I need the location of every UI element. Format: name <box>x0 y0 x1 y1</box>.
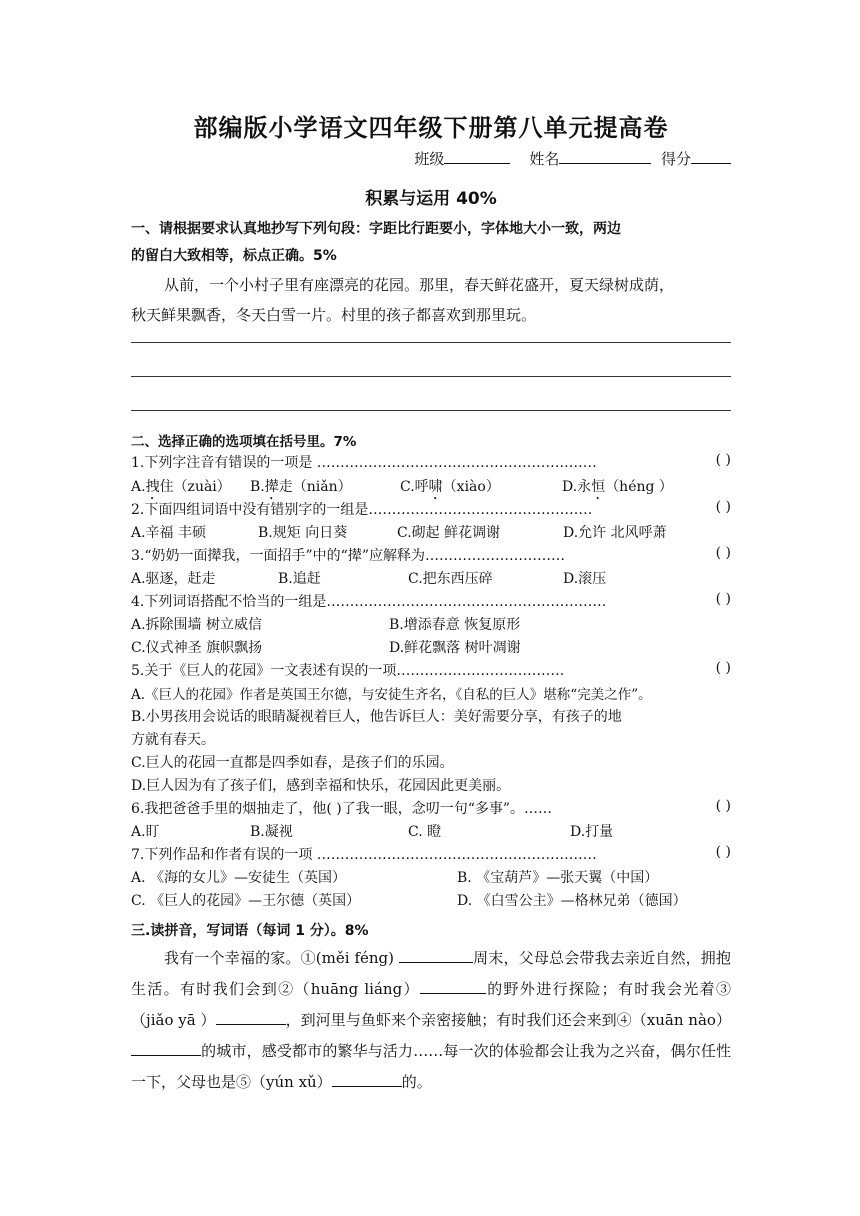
q2-item2-stem: 2.下面四组词语中没有错别字的一组是………………………………………… <box>131 502 593 518</box>
q2-item3-option-d: D.滚压 <box>563 571 607 587</box>
answer-blank-3[interactable] <box>216 1008 286 1025</box>
q2-item1-option-b: B.撵走（niǎn） <box>250 479 352 495</box>
q2-item7-option-d: D. 《白雪公主》—格林兄弟（德国） <box>457 893 687 909</box>
answer-paren[interactable]: ( ) <box>715 545 731 561</box>
q2-item3-option-b: B.追赶 <box>278 571 321 587</box>
q2-item5-option-c: C.巨人的花园一直都是四季如春，是孩子们的乐园。 <box>131 755 454 771</box>
answer-paren[interactable]: ( ) <box>715 660 731 676</box>
q2-item6-option-d: D.打量 <box>570 824 614 840</box>
exam-title: 部编版小学语文四年级下册第八单元提高卷 <box>193 114 669 142</box>
q2-item7-option-c: C. 《巨人的花园》—王尔德（英国） <box>131 893 361 909</box>
q2-item4-option-c: C.仪式神圣 旗帜飘扬 <box>131 640 263 656</box>
writing-line-1[interactable] <box>131 342 731 343</box>
q1-passage-line1: 从前，一个小村子里有座漂亮的花园。那里，春天鲜花盛开，夏天绿树成荫， <box>164 276 675 294</box>
q3-passage: 我有一个幸福的家。①(měi féng) 周末，父母总会带我去亲近自然，拥抱生活。有时我们会到②（huāng liáng） 的野外进行探险；有时我会光着③（jiǎo yā ） ，到河里与鱼虾来个亲密接触；有时我们还会来到④（xuān nào）的城市，感受都市的繁华与活力……每一次的体验都会让我为之兴奋，偶尔任性一下，父母也是⑤（yún xǔ） 的。 <box>131 943 731 1098</box>
q3-title: 三.读拼音，写词语（每词 1 分）。8% <box>131 923 369 939</box>
writing-line-2[interactable] <box>131 376 731 377</box>
answer-paren[interactable]: ( ) <box>715 798 731 814</box>
q2-item5-option-d: D.巨人因为有了孩子们，感到幸福和快乐，花园因此更美丽。 <box>131 778 511 794</box>
writing-line-3[interactable] <box>131 410 731 411</box>
q2-item4-option-b: B.增添春意 恢复原形 <box>389 617 521 633</box>
q2-item5-stem: 5.关于《巨人的花园》一文表述有误的一项……………………………… <box>131 663 565 679</box>
name-label: 姓名 <box>529 150 560 168</box>
q2-item4-stem: 4.下列词语搭配不恰当的一组是…………………………………………………… <box>131 594 607 610</box>
class-label: 班级 <box>414 150 445 168</box>
answer-blank-2[interactable] <box>420 977 486 994</box>
q2-item3-stem: 3.“奶奶一面撵我，一面招手”中的“撵”应解释为………………………… <box>131 548 565 564</box>
student-info <box>414 148 731 169</box>
q2-item1-option-a: A.拽住（zuài） <box>131 479 231 495</box>
answer-paren[interactable]: ( ) <box>715 591 731 607</box>
q2-item2-option-d: D.允许 北风呼萧 <box>563 525 667 541</box>
q2-item2-option-a: A.辛福 丰硕 <box>131 525 207 541</box>
q2-item2-option-b: B.规矩 向日葵 <box>258 525 348 541</box>
q2-item5-option-a: A.《巨人的花园》作者是英国王尔德，与安徒生齐名，《自私的巨人》堪称“完美之作”。 <box>131 687 652 703</box>
section-title: 积累与运用 40% <box>365 189 497 209</box>
answer-paren[interactable]: ( ) <box>715 844 731 860</box>
q1-title-line2: 的留白大致相等，标点正确。5% <box>131 248 337 264</box>
q2-item7-stem: 7.下列作品和作者有误的一项 …………………………………………………… <box>131 847 597 863</box>
q2-item5-option-b: B.小男孩用会说话的眼睛凝视着巨人，他告诉巨人：美好需要分享，有孩子的地 <box>131 709 622 725</box>
answer-blank-5[interactable] <box>332 1070 402 1087</box>
q2-item4-option-a: A.拆除围墙 树立威信 <box>131 617 263 633</box>
q2-item1-stem: 1.下列字注音有错误的一项是 …………………………………………………… <box>131 455 597 471</box>
class-blank[interactable] <box>444 149 510 164</box>
q2-item6-option-b: B.凝视 <box>250 824 293 840</box>
q2-item3-option-a: A.驱逐，赶走 <box>131 571 216 587</box>
q2-item6-option-c: C. 瞪 <box>408 824 442 840</box>
q1-passage-line2: 秋天鲜果飘香，冬天白雪一片。村里的孩子都喜欢到那里玩。 <box>131 306 537 324</box>
q2-title: 二、选择正确的选项填在括号里。7% <box>131 434 357 450</box>
q2-item7-option-b: B. 《宝葫芦》—张天翼（中国） <box>457 870 659 886</box>
q2-item1-option-c: C.呼啸（xiào） <box>400 479 500 495</box>
answer-paren[interactable]: ( ) <box>715 499 731 515</box>
answer-blank-1[interactable] <box>399 946 473 963</box>
score-label: 得分 <box>660 150 691 168</box>
q2-item6-option-a: A.盯 <box>131 824 160 840</box>
q2-item6-stem: 6.我把爸爸手里的烟抽走了，他( )了我一眼，念叨一句“多事”。…… <box>131 801 553 817</box>
q2-item4-option-d: D.鲜花飘落 树叶凋谢 <box>389 640 521 656</box>
q2-item5-option-b-cont: 方就有春天。 <box>131 732 215 748</box>
q1-title-line1: 一、请根据要求认真地抄写下列句段：字距比行距要小，字体地大小一致，两边 <box>131 221 621 237</box>
q2-item7-option-a: A. 《海的女儿》—安徒生（英国） <box>131 870 347 886</box>
name-blank[interactable] <box>559 149 651 164</box>
answer-paren[interactable]: ( ) <box>715 452 731 468</box>
q2-item3-option-c: C.把东西压碎 <box>408 571 493 587</box>
q2-item2-option-c: C.砌起 鲜花调谢 <box>397 525 501 541</box>
q2-item1-option-d: D.永恒（héng ） <box>562 479 673 495</box>
answer-blank-4[interactable] <box>131 1039 201 1056</box>
score-blank[interactable] <box>691 149 731 164</box>
